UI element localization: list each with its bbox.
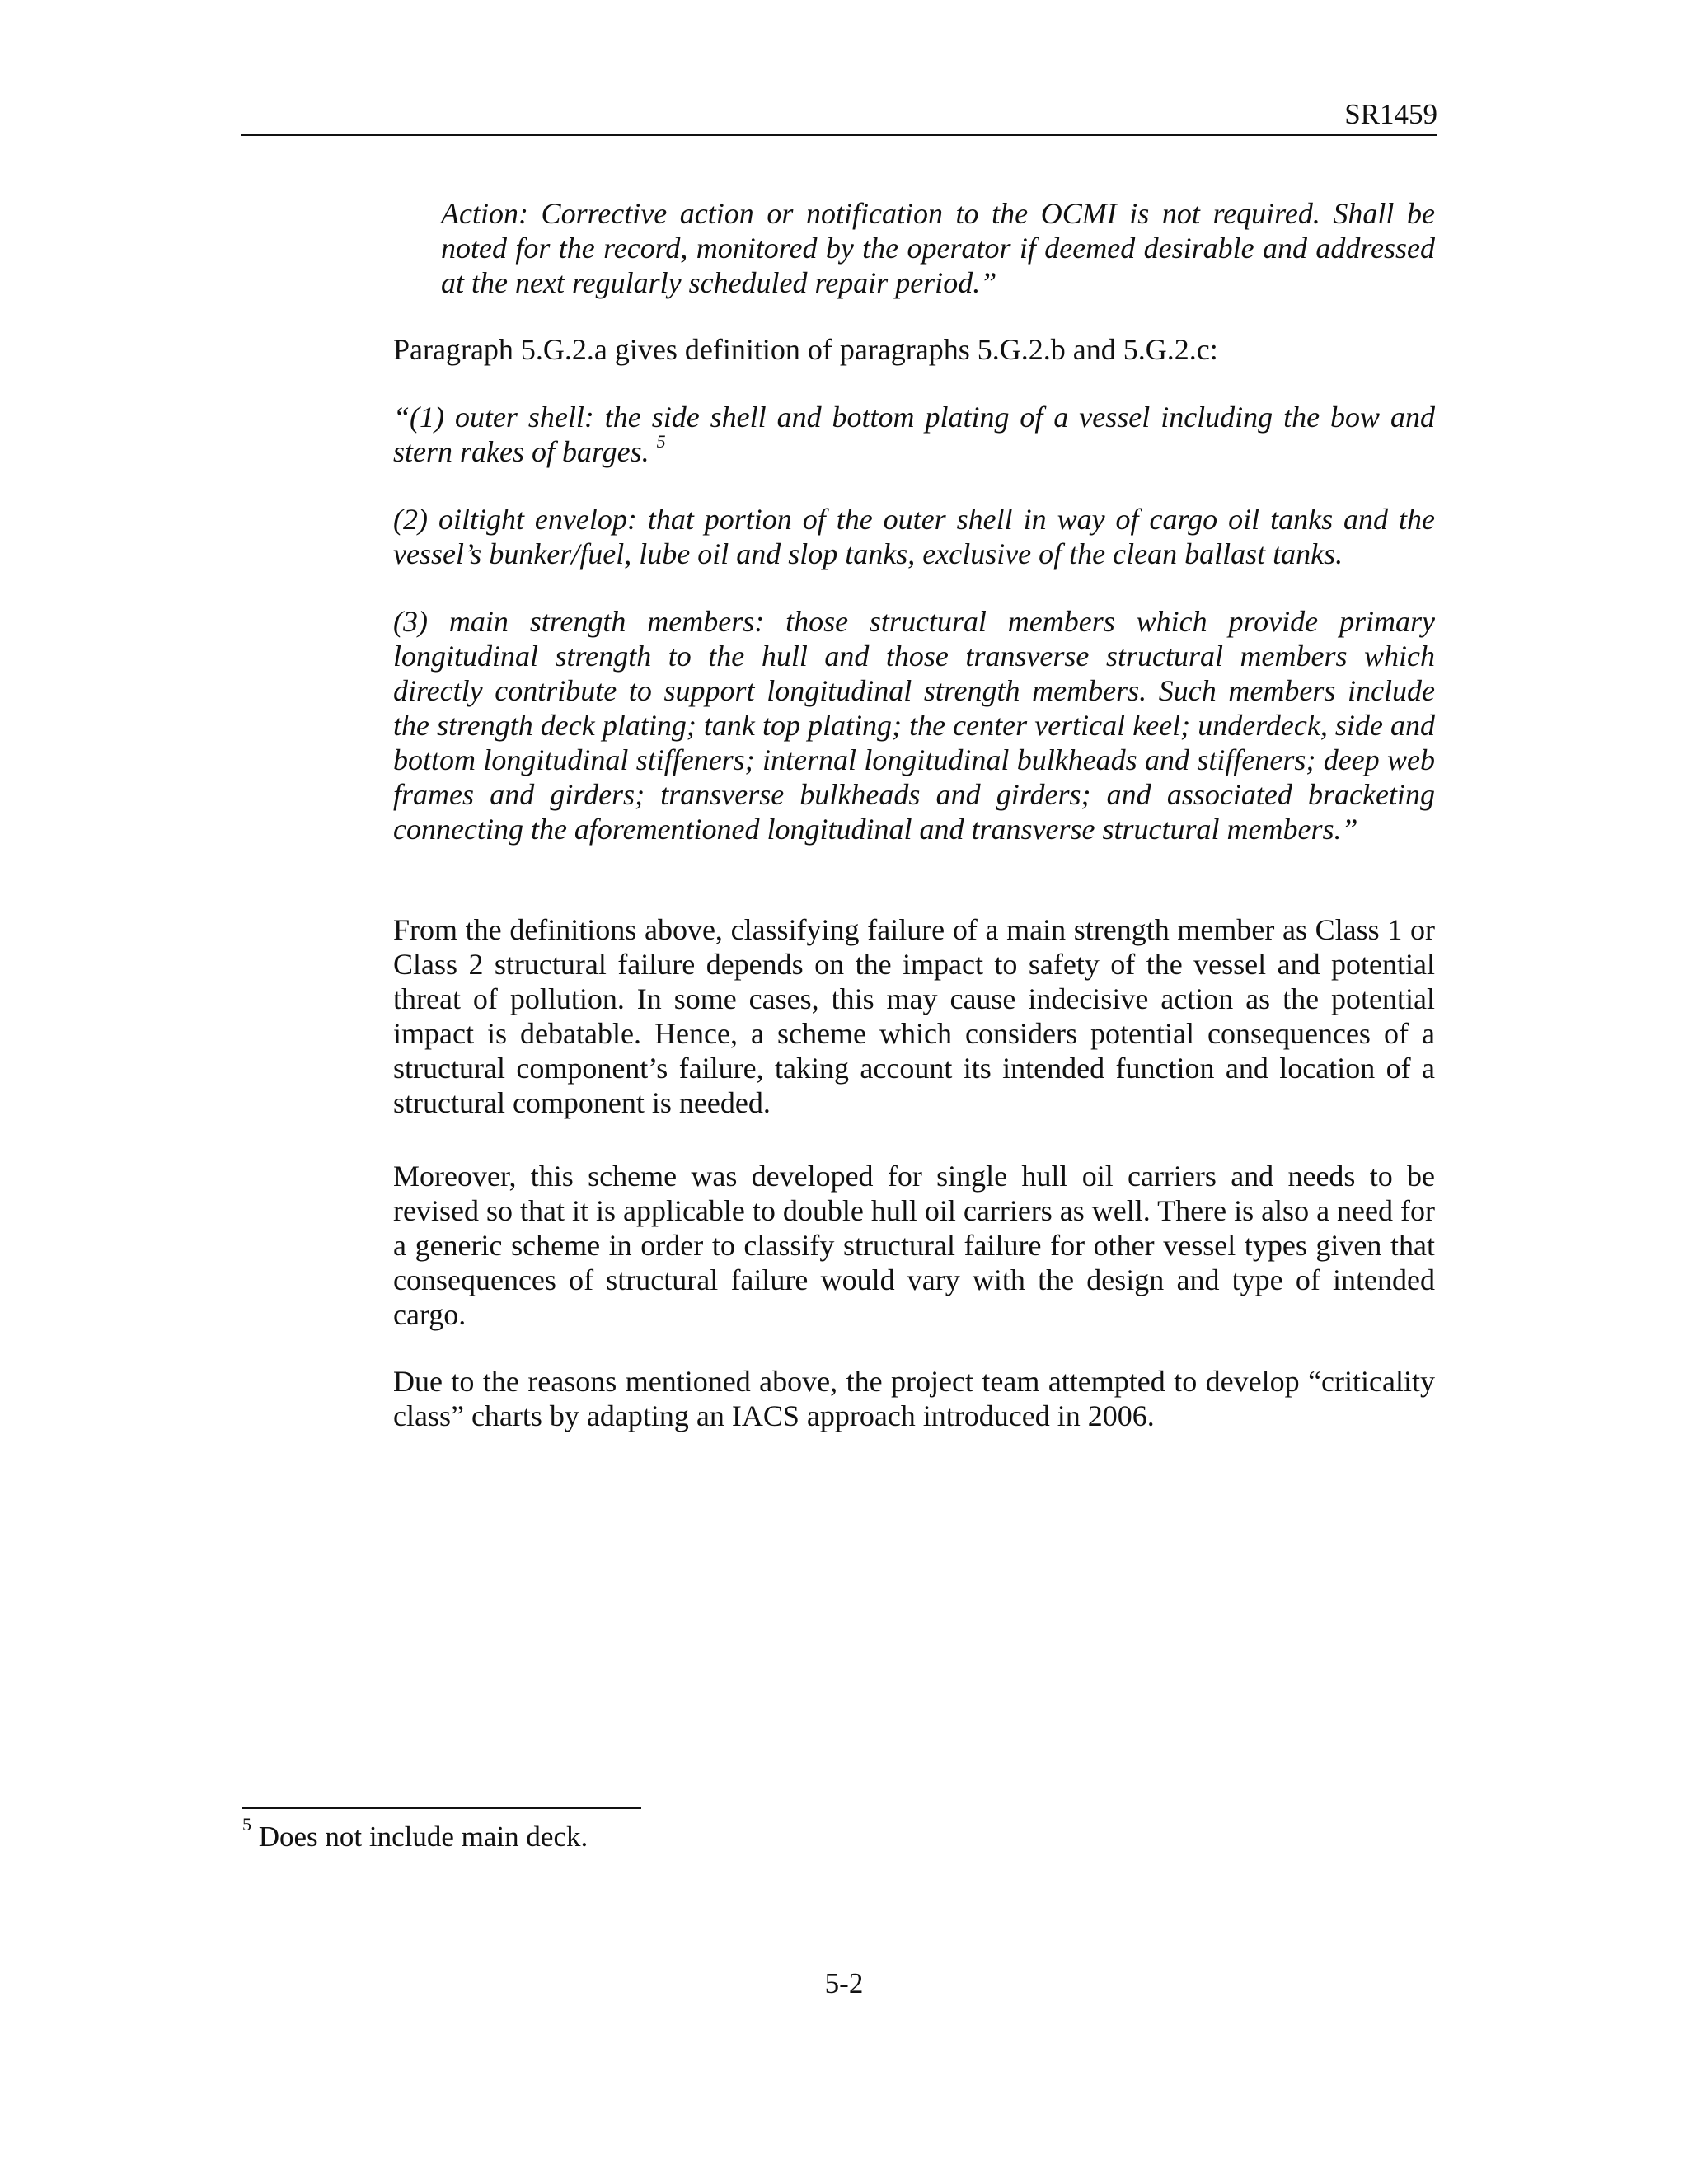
paragraph-due-to-reasons: Due to the reasons mentioned above, the project team attempted to develop “criticality class” charts by adapting an IACS approach introduced in 2006. xyxy=(393,1365,1435,1432)
definition-main-strength-members: (3) main strength members: those structural members which provide primary longitudinal strength to the hull and those transverse structural members which directly contribute to support longitudinal strength members. Such members include the strength deck plating; tank top plating; the center vertical keel; underdeck, side and bottom longitudinal stiffeners; internal longitudinal bulkheads and stiffeners; deep web frames and girders; transverse bulkheads and girders; and associated bracketing connecting the aforementioned longitudinal and transverse structural members.” xyxy=(393,605,1435,846)
footnote-reference: 5 xyxy=(656,431,666,452)
document-id: SR1459 xyxy=(1344,98,1437,130)
footnote-text: Does not include main deck. xyxy=(258,1821,588,1853)
footnote xyxy=(242,1814,1314,1854)
definition-oiltight-envelop: (2) oiltight envelop: that portion of the outer shell in way of cargo oil tanks and the vessel’s bunker/fuel, lube oil and slop tanks, exclusive of the clean ballast tanks. xyxy=(393,503,1435,570)
definition-outer-shell xyxy=(393,400,1435,469)
definition-outer-shell-text: “(1) outer shell: the side shell and bottom plating of a vessel including the bow and stern rakes of barges. xyxy=(393,401,1435,468)
header-divider xyxy=(241,134,1437,136)
action-paragraph: Action: Corrective action or notification to the OCMI is not required. Shall be noted for the record, monitored by the operator if deemed desirable and addressed at the next regularly scheduled repair period.” xyxy=(441,197,1435,299)
footnote-divider xyxy=(242,1807,641,1809)
paragraph-from-definitions: From the definitions above, classifying failure of a main strength member as Class 1 or Class 2 structural failure depends on the impact to safety of the vessel and potential threat of pollution. In some cases, this may cause indecisive action as the potential impact is debatable. Hence, a scheme which considers potential consequences of a structural component’s failure, taking account its intended function and location of a structural component is needed. xyxy=(393,913,1435,1119)
page-number: 5-2 xyxy=(824,1967,864,1999)
paragraph-moreover: Moreover, this scheme was developed for single hull oil carriers and needs to be revised so that it is applicable to double hull oil carriers as well. There is also a need for a generic scheme in order to classify structural failure for other vessel types given that consequences of structural failure would vary with the design and type of intended cargo. xyxy=(393,1160,1435,1331)
intro-paragraph: Paragraph 5.G.2.a gives definition of paragraphs 5.G.2.b and 5.G.2.c: xyxy=(393,333,1218,366)
footnote-number: 5 xyxy=(242,1814,251,1835)
